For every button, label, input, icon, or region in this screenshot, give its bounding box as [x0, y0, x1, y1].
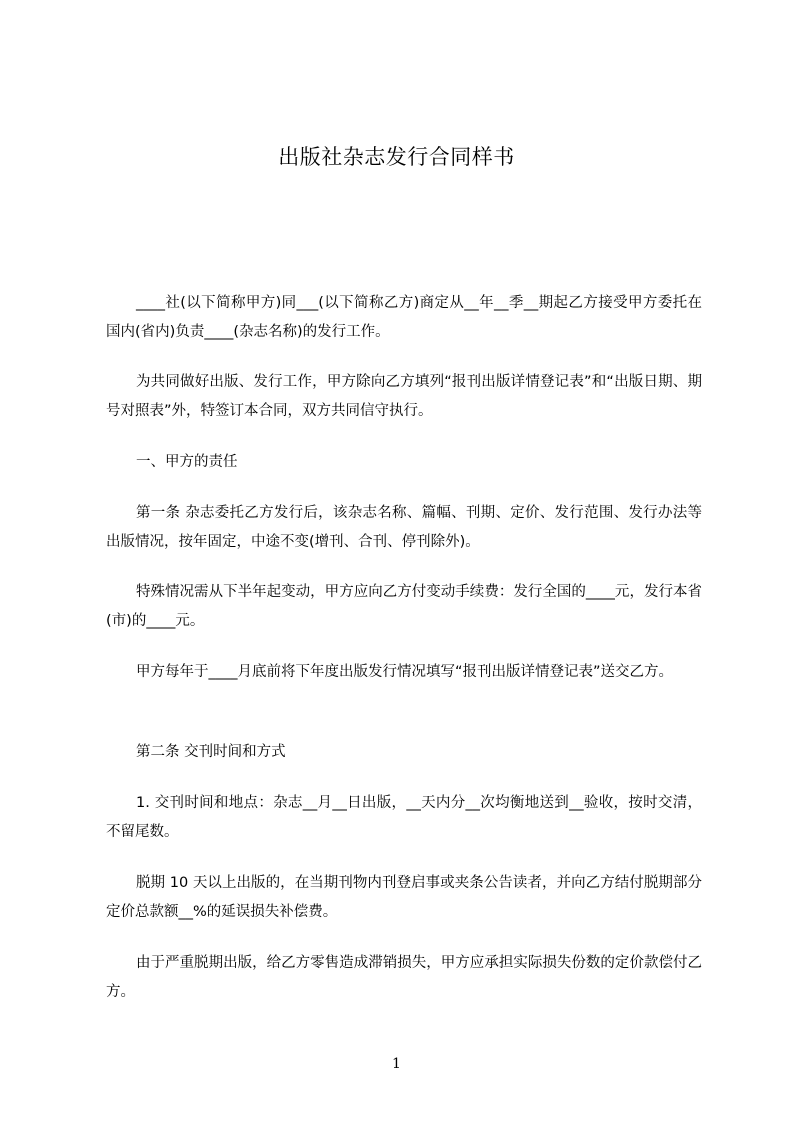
paragraph-purpose: 为共同做好出版、发行工作，甲方除向乙方填列“报刊出版详情登记表”和“出版日期、期号对照表”外，特签订本合同，双方共同信守执行。 [106, 374, 702, 419]
paragraph-annual-report: 甲方每年于____月底前将下年度出版发行情况填写“报刊出版详情登记表”送交乙方。 [136, 664, 674, 680]
document-title: 出版社杂志发行合同样书 [278, 145, 515, 169]
article-2-heading: 第二条 交刊时间和方式 [136, 744, 286, 760]
paragraph-delay-compensation: 脱期 10 天以上出版的，在当期刊物内刊登启事或夹条公告读者，并向乙方结付脱期部分定价总款额__%的延误损失补偿费。 [106, 875, 702, 920]
paragraph-article-1: 第一条 杂志委托乙方发行后，该杂志名称、篇幅、刊期、定价、发行范围、发行办法等出版情况，按年固定，中途不变(增刊、合刊、停刊除外)。 [106, 505, 702, 550]
paragraph-delivery-time: 1. 交刊时间和地点：杂志__月__日出版，__天内分__次均衡地送到__验收，按时交清，不留尾数。 [106, 795, 702, 840]
paragraph-change-fee: 特殊情况需从下半年起变动，甲方应向乙方付变动手续费：发行全国的____元，发行本省(市)的____元。 [106, 584, 702, 629]
paragraph-intro: ____社(以下简称甲方)同___(以下简称乙方)商定从__年__季__期起乙方接受甲方委托在国内(省内)负责____(杂志名称)的发行工作。 [106, 295, 702, 340]
section-heading-party-a-duties: 一、甲方的责任 [136, 454, 238, 470]
paragraph-severe-delay: 由于严重脱期出版，给乙方零售造成滞销损失，甲方应承担实际损失份数的定价款偿付乙方。 [106, 955, 702, 1000]
page-number: 1 [392, 1056, 401, 1072]
